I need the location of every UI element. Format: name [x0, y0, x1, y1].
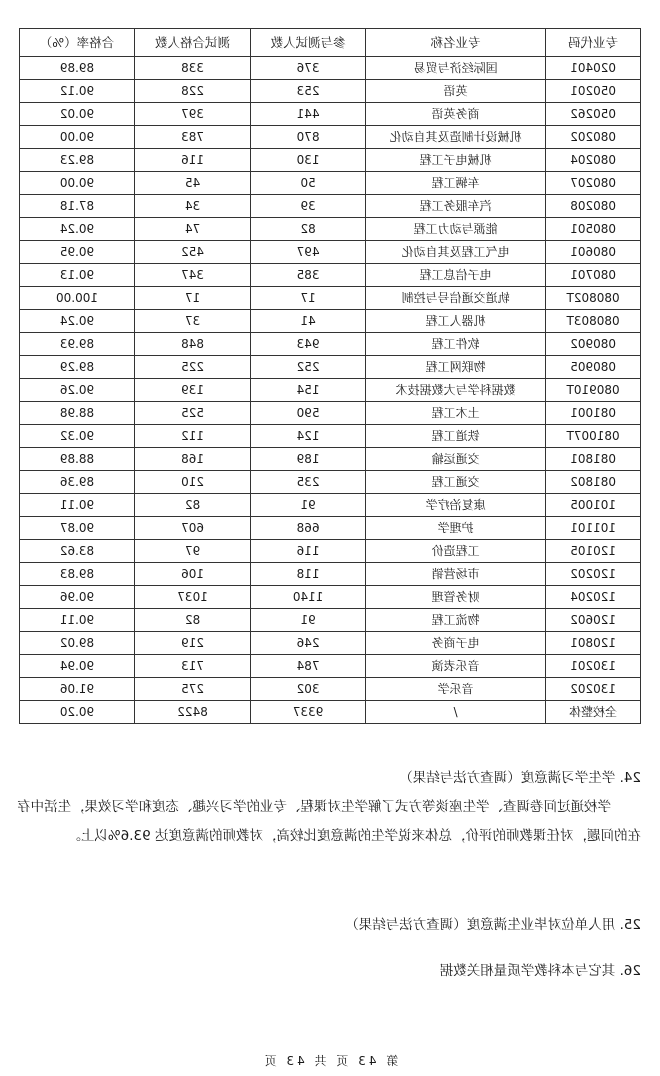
- passing-rate-table: [19, 28, 641, 724]
- table-row: [20, 149, 641, 172]
- cell-participants: 253: [251, 80, 366, 103]
- cell-pass-rate: 89.02: [20, 632, 135, 655]
- table-row: [20, 57, 641, 80]
- cell-major-code: 080208: [546, 195, 641, 218]
- cell-pass-rate: 90.24: [20, 310, 135, 333]
- cell-passed: 607: [134, 517, 250, 540]
- cell-participants: 91: [251, 609, 366, 632]
- cell-participants: 497: [251, 241, 366, 264]
- cell-participants: 943: [251, 333, 366, 356]
- cell-pass-rate: 90.13: [20, 264, 135, 287]
- cell-pass-rate: 87.18: [20, 195, 135, 218]
- cell-passed: 783: [134, 126, 250, 149]
- cell-passed: 106: [134, 563, 250, 586]
- cell-major-code: 080202: [546, 126, 641, 149]
- header-pass-rate: 合格率（%）: [20, 29, 135, 57]
- cell-passed: 397: [134, 103, 250, 126]
- cell-pass-rate: 88.89: [20, 448, 135, 471]
- cell-major-code: 130202: [546, 678, 641, 701]
- cell-pass-rate: 90.00: [20, 172, 135, 195]
- table-row: [20, 379, 641, 402]
- cell-major-name: 康复治疗学: [366, 494, 546, 517]
- cell-major-code: 101005: [546, 494, 641, 517]
- page-footer: 第 43 页 共 43 页: [261, 1054, 399, 1068]
- cell-pass-rate: 90.94: [20, 655, 135, 678]
- cell-major-code: 080207: [546, 172, 641, 195]
- table-row: [20, 356, 641, 379]
- cell-passed: 228: [134, 80, 250, 103]
- header-participants: 参与测试人数: [251, 29, 366, 57]
- cell-pass-rate: 89.23: [20, 149, 135, 172]
- cell-passed: 452: [134, 241, 250, 264]
- cell-major-code: 020401: [546, 57, 641, 80]
- cell-passed: 168: [134, 448, 250, 471]
- cell-passed: 347: [134, 264, 250, 287]
- cell-major-name: 护理学: [366, 517, 546, 540]
- table-row: [20, 126, 641, 149]
- cell-participants: 668: [251, 517, 366, 540]
- cell-participants: 784: [251, 655, 366, 678]
- cell-participants: 118: [251, 563, 366, 586]
- cell-participants: 870: [251, 126, 366, 149]
- cell-passed: 37: [134, 310, 250, 333]
- cell-pass-rate: 90.95: [20, 241, 135, 264]
- cell-passed: 1037: [134, 586, 250, 609]
- cell-major-name: 物联网工程: [366, 356, 546, 379]
- cell-major-name: 英语: [366, 80, 546, 103]
- cell-participants: 124: [251, 425, 366, 448]
- cell-major-code: 080701: [546, 264, 641, 287]
- cell-passed: 225: [134, 356, 250, 379]
- header-major-name: 专业名称: [366, 29, 546, 57]
- cell-pass-rate: 90.96: [20, 586, 135, 609]
- cell-major-name: 能源与动力工程: [366, 218, 546, 241]
- cell-participants: 82: [251, 218, 366, 241]
- cell-pass-rate: 83.62: [20, 540, 135, 563]
- cell-passed: 525: [134, 402, 250, 425]
- table-row: [20, 586, 641, 609]
- table-row: [20, 310, 641, 333]
- cell-major-name: 物流工程: [366, 609, 546, 632]
- cell-participants: 590: [251, 402, 366, 425]
- cell-participants: 252: [251, 356, 366, 379]
- cell-major-name: 市场营销: [366, 563, 546, 586]
- cell-passed: 338: [134, 57, 250, 80]
- table-row: [20, 563, 641, 586]
- cell-major-name: 轨道交通信号与控制: [366, 287, 546, 310]
- cell-major-name: 电气工程及其自动化: [366, 241, 546, 264]
- table-row: [20, 678, 641, 701]
- cell-passed: 275: [134, 678, 250, 701]
- table-row: [20, 103, 641, 126]
- cell-passed: 74: [134, 218, 250, 241]
- table-row: [20, 701, 641, 724]
- cell-participants: 39: [251, 195, 366, 218]
- cell-major-name: 电子商务: [366, 632, 546, 655]
- cell-major-code: 080803T: [546, 310, 641, 333]
- cell-major-name: 数据科学与大数据技术: [366, 379, 546, 402]
- cell-passed: 82: [134, 609, 250, 632]
- cell-major-code: 081001: [546, 402, 641, 425]
- table-row: [20, 402, 641, 425]
- cell-major-name: 车辆工程: [366, 172, 546, 195]
- cell-major-code: 120202: [546, 563, 641, 586]
- cell-participants: 116: [251, 540, 366, 563]
- cell-major-code: 120204: [546, 586, 641, 609]
- cell-participants: 376: [251, 57, 366, 80]
- cell-passed: 34: [134, 195, 250, 218]
- cell-participants: 1140: [251, 586, 366, 609]
- cell-pass-rate: 100.00: [20, 287, 135, 310]
- cell-major-name: 软件工程: [366, 333, 546, 356]
- cell-passed: 210: [134, 471, 250, 494]
- cell-major-name: 音乐表演: [366, 655, 546, 678]
- table-row: [20, 448, 641, 471]
- cell-major-code: 050262: [546, 103, 641, 126]
- cell-major-name: 工程造价: [366, 540, 546, 563]
- cell-major-code: 101101: [546, 517, 641, 540]
- table-row: [20, 264, 641, 287]
- cell-pass-rate: 90.24: [20, 218, 135, 241]
- cell-participants: 17: [251, 287, 366, 310]
- cell-pass-rate: 89.83: [20, 563, 135, 586]
- cell-major-code: 120801: [546, 632, 641, 655]
- cell-pass-rate: 89.36: [20, 471, 135, 494]
- cell-major-code: 080204: [546, 149, 641, 172]
- table-row: [20, 540, 641, 563]
- cell-major-code: 080905: [546, 356, 641, 379]
- cell-pass-rate: 89.29: [20, 356, 135, 379]
- cell-major-code: 081007T: [546, 425, 641, 448]
- cell-major-name: 商务英语: [366, 103, 546, 126]
- table-row: [20, 241, 641, 264]
- cell-pass-rate: 90.02: [20, 103, 135, 126]
- cell-major-code: 120602: [546, 609, 641, 632]
- cell-participants: 9337: [251, 701, 366, 724]
- cell-passed: 219: [134, 632, 250, 655]
- table-body: [20, 57, 641, 724]
- cell-major-name: 机器人工程: [366, 310, 546, 333]
- section-24-title: 24. 学生学习满意度（调查方法与结果）: [399, 770, 641, 786]
- cell-passed: 116: [134, 149, 250, 172]
- cell-major-name: 土木工程: [366, 402, 546, 425]
- cell-pass-rate: 91.06: [20, 678, 135, 701]
- cell-major-name: 机械设计制造及其自动化: [366, 126, 546, 149]
- table-row: [20, 494, 641, 517]
- header-passed: 测试合格人数: [134, 29, 250, 57]
- cell-participants: 235: [251, 471, 366, 494]
- cell-pass-rate: 90.32: [20, 425, 135, 448]
- table-row: [20, 655, 641, 678]
- cell-participants: 130: [251, 149, 366, 172]
- cell-major-name: 交通工程: [366, 471, 546, 494]
- cell-major-code: 081801: [546, 448, 641, 471]
- cell-major-name: 交通运输: [366, 448, 546, 471]
- cell-major-code: 全校整体: [546, 701, 641, 724]
- cell-major-name: 汽车服务工程: [366, 195, 546, 218]
- table-row: [20, 218, 641, 241]
- cell-participants: 91: [251, 494, 366, 517]
- cell-major-name: 机械电子工程: [366, 149, 546, 172]
- cell-major-code: 120105: [546, 540, 641, 563]
- cell-major-code: 050201: [546, 80, 641, 103]
- cell-major-name: 音乐学: [366, 678, 546, 701]
- cell-pass-rate: 90.00: [20, 126, 135, 149]
- header-major-code: 专业代码: [546, 29, 641, 57]
- cell-pass-rate: 90.20: [20, 701, 135, 724]
- table-header-row: [20, 29, 641, 57]
- cell-participants: 41: [251, 310, 366, 333]
- cell-passed: 82: [134, 494, 250, 517]
- cell-major-code: 080601: [546, 241, 641, 264]
- cell-pass-rate: 90.26: [20, 379, 135, 402]
- cell-passed: 17: [134, 287, 250, 310]
- table-row: [20, 425, 641, 448]
- table-row: [20, 471, 641, 494]
- table-row: [20, 333, 641, 356]
- section-25-title: 25. 用人单位对毕业生满意度（调查方法与结果）: [345, 917, 641, 933]
- cell-passed: 45: [134, 172, 250, 195]
- cell-pass-rate: 89.89: [20, 57, 135, 80]
- cell-major-code: 081802: [546, 471, 641, 494]
- table-row: [20, 287, 641, 310]
- cell-pass-rate: 90.12: [20, 80, 135, 103]
- cell-participants: 50: [251, 172, 366, 195]
- table-row: [20, 80, 641, 103]
- cell-major-name: /: [366, 701, 546, 724]
- cell-passed: 848: [134, 333, 250, 356]
- cell-participants: 385: [251, 264, 366, 287]
- cell-pass-rate: 90.87: [20, 517, 135, 540]
- cell-major-name: 电子信息工程: [366, 264, 546, 287]
- cell-participants: 441: [251, 103, 366, 126]
- cell-major-code: 080501: [546, 218, 641, 241]
- cell-passed: 713: [134, 655, 250, 678]
- section-24-body: 学校通过问卷调查、学生座谈等方式了解学生对课程、专业的学习兴趣、态度和学习效果，生活中存在的问题，对任课教师的评价，总体来说学生的满意度比较高，对教师的满意度达 93.6%以上。: [17, 799, 641, 844]
- cell-pass-rate: 90.11: [20, 609, 135, 632]
- cell-major-name: 国际经济与贸易: [366, 57, 546, 80]
- cell-passed: 112: [134, 425, 250, 448]
- cell-participants: 189: [251, 448, 366, 471]
- cell-major-name: 财务管理: [366, 586, 546, 609]
- cell-participants: 154: [251, 379, 366, 402]
- table-row: [20, 609, 641, 632]
- cell-major-code: 080910T: [546, 379, 641, 402]
- table-row: [20, 517, 641, 540]
- cell-pass-rate: 88.98: [20, 402, 135, 425]
- table-row: [20, 195, 641, 218]
- section-26-title: 26. 其它与本科教学质量相关数据: [439, 963, 641, 979]
- cell-major-code: 080902: [546, 333, 641, 356]
- cell-passed: 139: [134, 379, 250, 402]
- cell-passed: 97: [134, 540, 250, 563]
- cell-major-code: 130201: [546, 655, 641, 678]
- cell-major-name: 铁道工程: [366, 425, 546, 448]
- cell-participants: 302: [251, 678, 366, 701]
- cell-major-code: 080802T: [546, 287, 641, 310]
- cell-pass-rate: 90.11: [20, 494, 135, 517]
- cell-pass-rate: 89.93: [20, 333, 135, 356]
- table-row: [20, 632, 641, 655]
- table-row: [20, 172, 641, 195]
- cell-passed: 8422: [134, 701, 250, 724]
- cell-participants: 246: [251, 632, 366, 655]
